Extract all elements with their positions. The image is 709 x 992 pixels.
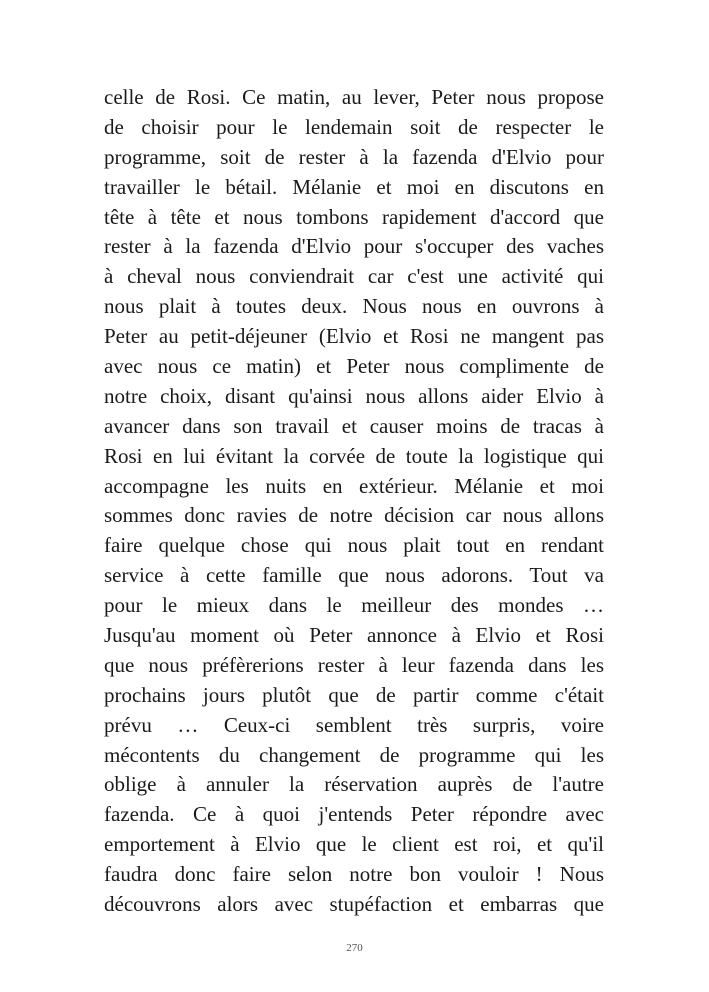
text-line: découvrons alors avec stupéfaction et embarras que	[104, 892, 604, 917]
text-line: de choisir pour le lendemain soit de respecter le	[104, 114, 604, 139]
text-line: notre choix, disant qu'ainsi nous allons aider Elvio à	[104, 383, 604, 408]
text-line: celle de Rosi. Ce matin, au lever, Peter nous propose	[104, 85, 604, 109]
text-line: sommes donc ravies de notre décision car nous allons	[104, 503, 604, 528]
text-line: rester à la fazenda d'Elvio pour s'occuper des vaches	[104, 234, 604, 259]
text-line: tête à tête et nous tombons rapidement d'accord que	[104, 204, 604, 229]
text-line: Rosi en lui évitant la corvée de toute la logistique qui	[104, 443, 604, 468]
page-number: 270	[346, 942, 363, 954]
text-line: faire quelque chose qui nous plait tout en rendant	[104, 533, 604, 558]
text-line: pour le mieux dans le meilleur des mondes …	[104, 593, 604, 618]
text-line: travailler le bétail. Mélanie et moi en discutons en	[104, 174, 604, 199]
text-line: programme, soit de rester à la fazenda d'Elvio pour	[104, 144, 604, 169]
body-text	[104, 83, 604, 920]
text-line: Jusqu'au moment où Peter annonce à Elvio et Rosi	[104, 623, 604, 648]
text-line: Peter au petit-déjeuner (Elvio et Rosi ne mangent pas	[104, 324, 604, 349]
text-line: service à cette famille que nous adorons. Tout va	[104, 563, 604, 588]
text-line: mécontents du changement de programme qui les	[104, 742, 604, 767]
text-line: nous plait à toutes deux. Nous nous en ouvrons à	[104, 294, 604, 319]
text-line: à cheval nous conviendrait car c'est une activité qui	[104, 264, 604, 289]
text-line: emportement à Elvio que le client est roi, et qu'il	[104, 832, 604, 857]
text-line: faudra donc faire selon notre bon vouloir ! Nous	[104, 862, 604, 887]
text-line: avancer dans son travail et causer moins de tracas à	[104, 413, 604, 438]
text-line: prévu … Ceux-ci semblent très surpris, voire	[104, 712, 604, 737]
text-line: prochains jours plutôt que de partir comme c'était	[104, 682, 604, 707]
text-line: que nous préfèrerions rester à leur fazenda dans les	[104, 652, 604, 677]
text-line: avec nous ce matin) et Peter nous complimente de	[104, 354, 604, 379]
text-line: accompagne les nuits en extérieur. Mélanie et moi	[104, 473, 604, 498]
text-line: fazenda. Ce à quoi j'entends Peter répondre avec	[104, 802, 604, 827]
text-line: oblige à annuler la réservation auprès de l'autre	[104, 772, 604, 797]
